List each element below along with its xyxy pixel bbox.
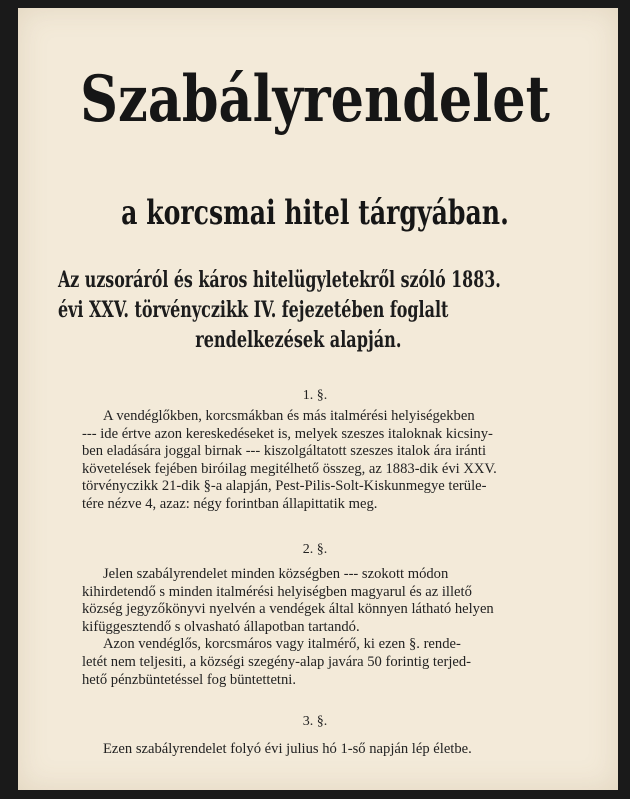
section-line: Jelen szabályrendelet minden községben --- szokott módon	[103, 566, 449, 582]
section-heading: 3. §.	[302, 714, 328, 729]
section-line: Azon vendéglős, korcsmáros vagy italmérő, ki ezen §. rende-	[103, 636, 461, 653]
section-body	[82, 741, 556, 759]
section-line: Ezen szabályrendelet folyó évi julius hó 1-ső napján lép életbe.	[103, 741, 472, 757]
section-line: hető pénzbüntetéssel fog büntettetni.	[82, 671, 296, 688]
section-line: követelések fejében biróilag megitélhető összeg, az 1883-dik évi XXV.	[82, 460, 497, 477]
legal-basis	[58, 265, 558, 355]
section-line: A vendéglőkben, korcsmákban és más italmérési helyiségekben	[103, 408, 475, 424]
page-subtitle: a korcsmai hitel tárgyában.	[121, 193, 509, 233]
section-line: --- ide értve azon kereskedéseket is, melyek szeszes italoknak kicsiny-	[82, 425, 493, 442]
section-line: törvényczikk 21-dik §-a alapján, Pest-Pilis-Solt-Kiskunmegye terüle-	[82, 478, 487, 495]
basis-line: Az uzsoráról és káros hitelügyletekről szóló 1883.	[58, 267, 501, 293]
section-line: ben eladására joggal birnak --- kiszolgáltatott szeszes italok ára iránti	[82, 443, 487, 460]
section-line: tére nézve 4, azaz: négy forintban állapittatik meg.	[82, 495, 378, 512]
section-line: kihirdetendő s minden italmérési helyiségben magyarul és az illető	[82, 583, 472, 600]
section-line: letét nem teljesiti, a községi szegény-alap javára 50 forintig terjed-	[82, 653, 472, 670]
section-heading: 2. §.	[302, 542, 328, 557]
section-heading: 1. §.	[302, 388, 328, 403]
section-line: kifüggesztendő s olvasható állapotban tartandó.	[82, 618, 360, 635]
section-body	[82, 408, 556, 514]
section-body	[82, 566, 556, 689]
basis-line: rendelkezések alapján.	[195, 327, 402, 353]
page-title: Szabályrendelet	[80, 62, 550, 137]
basis-line: évi XXV. törvényczikk IV. fejezetében foglalt	[58, 297, 449, 323]
section-line: község jegyzőkönyvi nyelvén a vendégek által könnyen látható helyen	[82, 601, 494, 618]
